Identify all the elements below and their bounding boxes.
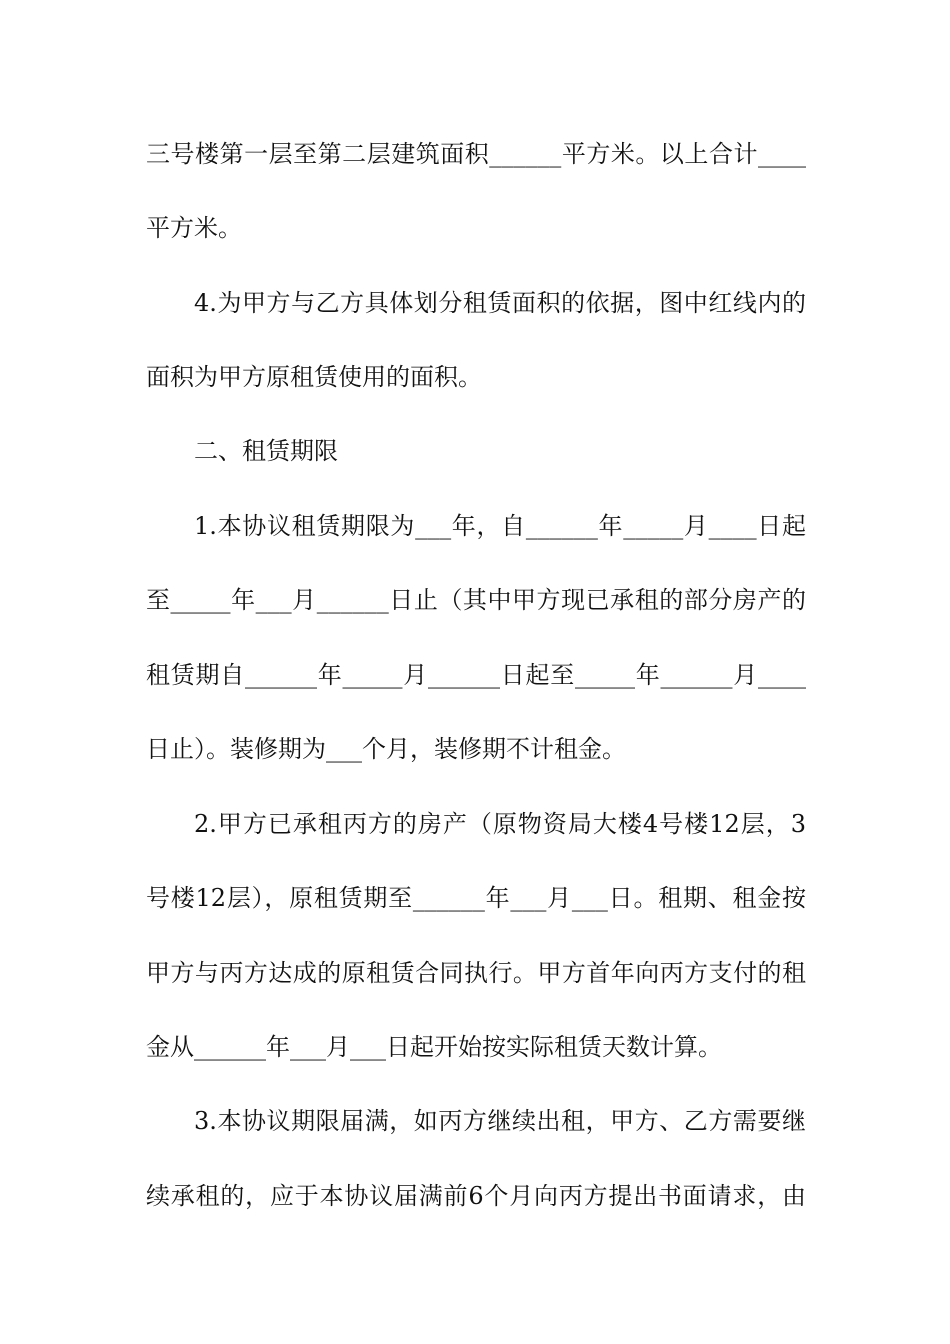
paragraph-line: 续承租的，应于本协议届满前6个月向丙方提出书面请求，由 <box>146 1182 806 1210</box>
paragraph-line: 4.为甲方与乙方具体划分租赁面积的依据，图中红线内的 <box>194 289 806 317</box>
paragraph-line: 三号楼第一层至第二层建筑面积______平方米。以上合计____ <box>146 140 806 168</box>
paragraph-line: 2.甲方已承租丙方的房产（原物资局大楼4号楼12层，3 <box>194 810 806 838</box>
paragraph-line: 3.本协议期限届满，如丙方继续出租，甲方、乙方需要继 <box>194 1107 806 1135</box>
paragraph-line: 平方米。 <box>146 214 242 242</box>
paragraph-line: 金从______年___月___日起开始按实际租赁天数计算。 <box>146 1033 722 1061</box>
paragraph-line: 面积为甲方原租赁使用的面积。 <box>146 363 482 391</box>
paragraph-line: 甲方与丙方达成的原租赁合同执行。甲方首年向丙方支付的租 <box>146 959 806 987</box>
paragraph-line: 号楼12层），原租赁期至______年___月___日。租期、租金按 <box>146 884 806 912</box>
paragraph-line: 至_____年___月______日止（其中甲方现已承租的部分房产的 <box>146 586 806 614</box>
paragraph-line: 租赁期自______年_____月______日起至_____年______月____ <box>146 661 806 689</box>
paragraph-line: 日止）。装修期为___个月，装修期不计租金。 <box>146 735 626 763</box>
section-heading: 二、租赁期限 <box>194 437 338 465</box>
paragraph-line: 1.本协议租赁期限为___年，自______年_____月____日起 <box>194 512 806 540</box>
